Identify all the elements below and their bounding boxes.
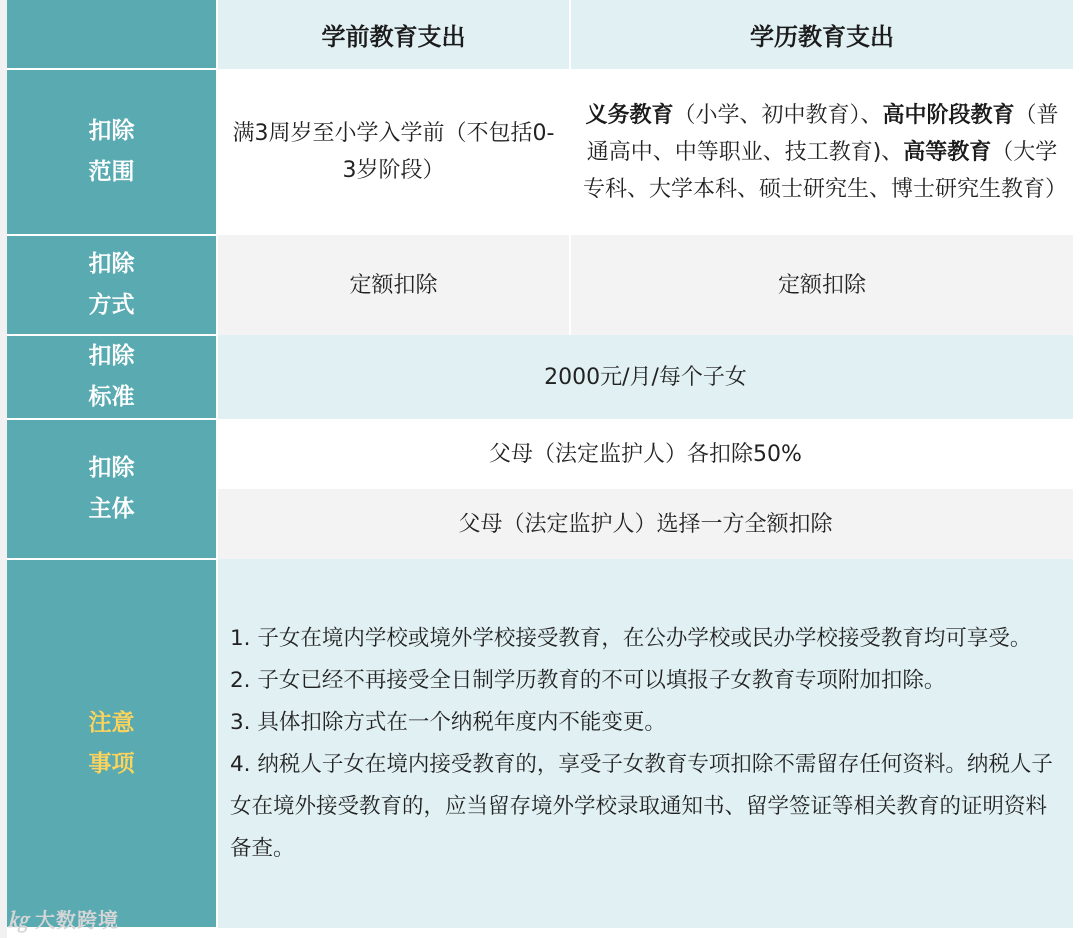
- scope-academic-bold2: 高中阶段教育: [882, 102, 1015, 128]
- subject-option-1: 父母（法定监护人）各扣除50%: [217, 419, 1073, 489]
- standard-label: [7, 335, 217, 419]
- method-label-line2: 方式: [88, 292, 135, 318]
- scope-label: [7, 69, 217, 235]
- method-preschool: 定额扣除: [217, 235, 570, 335]
- notes-row: [7, 559, 1073, 928]
- left-edge: [0, 0, 7, 938]
- subject-option-2: 父母（法定监护人）选择一方全额扣除: [217, 489, 1073, 559]
- standard-label-line1: 扣除: [88, 343, 135, 369]
- standard-value: 2000元/月/每个子女: [217, 335, 1073, 419]
- scope-academic-text1: （小学、初中教育）、: [673, 102, 883, 128]
- standard-row: [7, 335, 1073, 419]
- watermark-logo-icon: ㎏: [8, 908, 29, 932]
- watermark: [8, 904, 119, 933]
- notes-item-4: 4. 纳税人子女在境内接受教育的，享受子女教育专项扣除不需留存任何资料。纳税人子女在境外接受教育的，应当留存境外学校录取通知书、留学签证等相关教育的证明资料备查。: [230, 751, 1053, 861]
- notes-label-line1: 注意: [88, 709, 135, 736]
- scope-academic-bold1: 义务教育: [585, 102, 674, 128]
- method-academic: 定额扣除: [570, 235, 1073, 335]
- method-row: [7, 235, 1073, 335]
- header-preschool: 学前教育支出: [217, 0, 570, 69]
- notes-label: [7, 559, 217, 928]
- notes-label-line2: 事项: [88, 750, 135, 777]
- scope-academic-bold3: 高等教育: [903, 139, 992, 165]
- scope-academic: [570, 69, 1073, 235]
- scope-label-line2: 范围: [88, 159, 135, 185]
- scope-label-line1: 扣除: [88, 118, 135, 144]
- subject-label-line1: 扣除: [88, 455, 135, 481]
- scope-academic-text3: （大学专科、大学本科、硕士研究生、博士研究生教育）: [583, 139, 1068, 202]
- watermark-text: 大数跨境: [35, 908, 119, 932]
- subject-label: [7, 419, 217, 559]
- method-label-line1: 扣除: [88, 251, 135, 277]
- header-row: [7, 0, 1073, 69]
- subject-label-line2: 主体: [88, 496, 135, 522]
- notes-item-2: 2. 子女已经不再接受全日制学历教育的不可以填报子女教育专项附加扣除。: [230, 667, 946, 693]
- notes-item-3: 3. 具体扣除方式在一个纳税年度内不能变更。: [230, 709, 666, 735]
- scope-preschool: 满3周岁至小学入学前（不包括0-3岁阶段）: [217, 69, 570, 235]
- corner-cell: [7, 0, 217, 69]
- standard-label-line2: 标准: [88, 384, 135, 410]
- scope-academic-text2: （普通高中、中等职业、技工教育)、: [586, 102, 1059, 165]
- scope-row: [7, 69, 1073, 235]
- deduction-table: [7, 0, 1073, 929]
- header-academic: 学历教育支出: [570, 0, 1073, 69]
- method-label: [7, 235, 217, 335]
- notes-content: [217, 559, 1073, 928]
- subject-row-1: [7, 419, 1073, 489]
- notes-item-1: 1. 子女在境内学校或境外学校接受教育，在公办学校或民办学校接受教育均可享受。: [230, 625, 1032, 651]
